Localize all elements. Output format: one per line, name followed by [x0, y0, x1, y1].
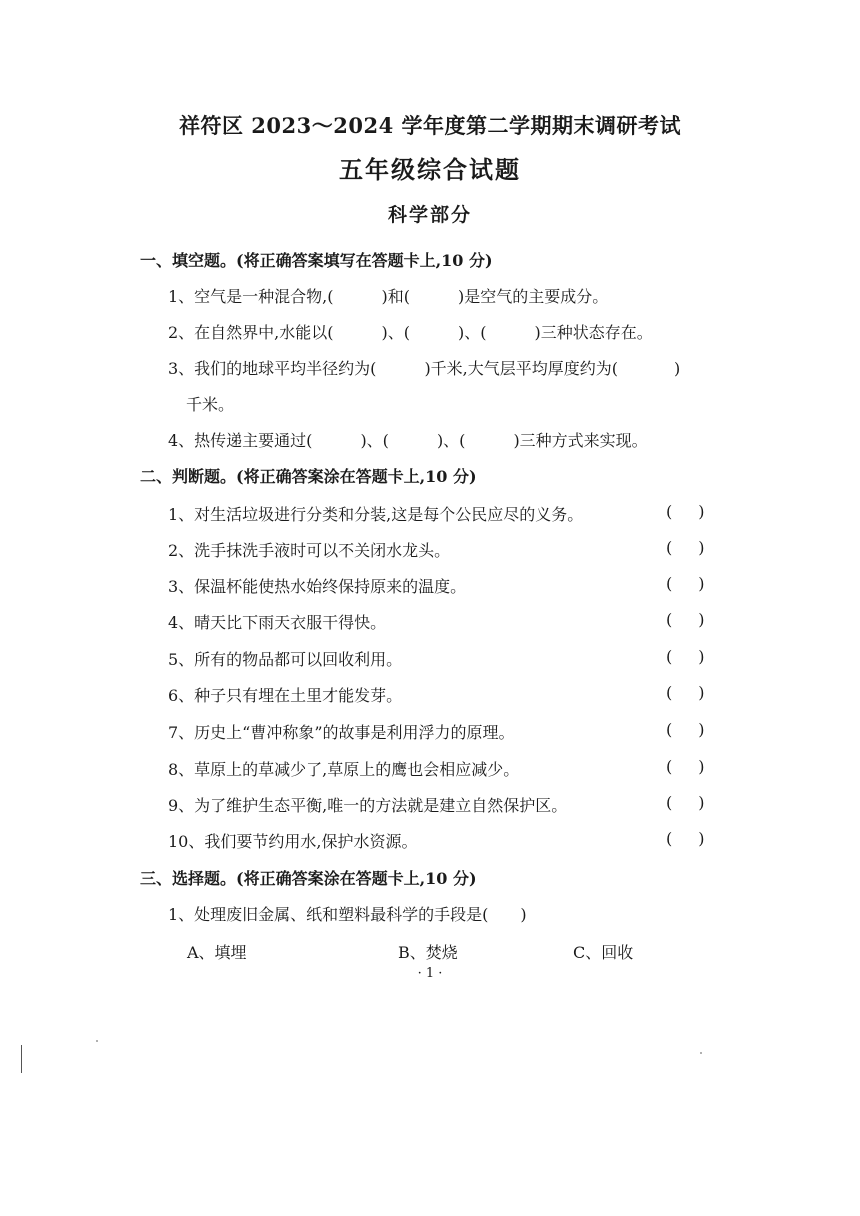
judge-answer-paren-5: ( ) — [666, 647, 705, 666]
q1-part-c: )是空气的主要成分。 — [458, 287, 609, 306]
fill-question-3-continued: 千米。 — [186, 395, 235, 414]
judge-answer-paren-4: ( ) — [666, 610, 705, 629]
q4-part-c: )、( — [436, 431, 466, 450]
judge-item-4: 4、晴天比下雨天衣服干得快。 — [168, 613, 387, 632]
judge-item-7: 7、历史上“曹冲称象”的故事是利用浮力的原理。 — [168, 723, 515, 742]
q1-part-a: 1、空气是一种混合物,( — [168, 287, 334, 306]
q4-part-b: )、( — [360, 431, 389, 450]
q4-part-d: )三种方式来实现。 — [513, 431, 648, 450]
q3-part-c: ) — [674, 359, 681, 378]
judge-item-5: 5、所有的物品都可以回收利用。 — [168, 650, 403, 669]
judge-answer-paren-7: ( ) — [666, 720, 705, 739]
exam-title: 祥符区 2023～2024 学年度第二学期期末调研考试 — [178, 113, 681, 138]
q2-part-c: )、( — [458, 323, 487, 342]
q3-part-b: )千米,大气层平均厚度约为( — [424, 359, 619, 378]
judge-item-1: 1、对生活垃圾进行分类和分装,这是每个公民应尽的义务。 — [168, 505, 584, 524]
section1-heading: 一、填空题。(将正确答案填写在答题卡上,10 分) — [140, 251, 493, 270]
judge-item-6: 6、种子只有埋在土里才能发芽。 — [168, 686, 403, 705]
fill-question-1 — [168, 284, 608, 307]
judge-answer-paren-3: ( ) — [666, 574, 705, 593]
section2-heading: 二、判断题。(将正确答案涂在答题卡上,10 分) — [140, 467, 477, 486]
choice-question-1: 1、处理废旧金属、纸和塑料最科学的手段是( ) — [168, 905, 527, 924]
q1-part-b: )和( — [381, 287, 411, 306]
section3-heading: 三、选择题。(将正确答案涂在答题卡上,10 分) — [140, 869, 477, 888]
judge-answer-paren-1: ( ) — [666, 502, 705, 521]
q2-part-b: )、( — [381, 323, 411, 342]
fill-question-2 — [168, 320, 653, 343]
judge-item-3: 3、保温杯能使热水始终保持原来的温度。 — [168, 577, 467, 596]
fill-question-4 — [168, 428, 648, 451]
choice-option-b: B、焚烧 — [398, 943, 458, 962]
judge-answer-paren-10: ( ) — [666, 829, 705, 848]
exam-subtitle: 五年级综合试题 — [339, 155, 521, 184]
q2-part-a: 2、在自然界中,水能以( — [168, 323, 334, 342]
q3-part-a: 3、我们的地球平均半径约为( — [168, 359, 377, 378]
scan-speck — [96, 1040, 98, 1042]
judge-item-10: 10、我们要节约用水,保护水资源。 — [168, 832, 418, 851]
judge-answer-paren-8: ( ) — [666, 757, 705, 776]
judge-answer-paren-9: ( ) — [666, 793, 705, 812]
judge-item-2: 2、洗手抹洗手液时可以不关闭水龙头。 — [168, 541, 451, 560]
fill-question-3 — [168, 356, 680, 379]
scan-speck — [700, 1052, 702, 1054]
q2-part-d: )三种状态存在。 — [534, 323, 653, 342]
part-title: 科学部分 — [387, 204, 472, 226]
judge-answer-paren-2: ( ) — [666, 538, 705, 557]
judge-answer-paren-6: ( ) — [666, 683, 705, 702]
scan-margin-mark — [21, 1045, 22, 1073]
q4-part-a: 4、热传递主要通过( — [168, 431, 313, 450]
choice-option-c: C、回收 — [573, 943, 634, 962]
judge-item-8: 8、草原上的草减少了,草原上的鹰也会相应减少。 — [168, 760, 520, 779]
page-number: · 1 · — [417, 966, 443, 981]
judge-item-9: 9、为了维护生态平衡,唯一的方法就是建立自然保护区。 — [168, 796, 568, 815]
choice-option-a: A、填埋 — [187, 943, 247, 962]
